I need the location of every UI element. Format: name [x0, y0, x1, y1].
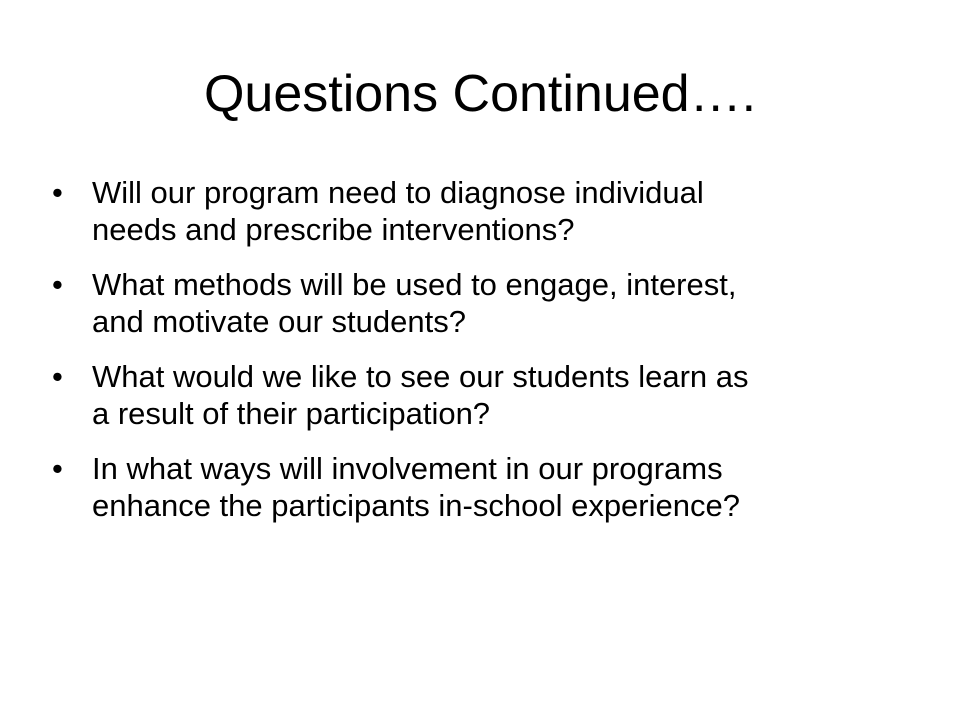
- slide-title: Questions Continued….: [203, 65, 757, 123]
- bullet-icon: •: [52, 175, 63, 210]
- bullet-icon: •: [52, 267, 63, 302]
- bullet-icon: •: [52, 451, 63, 486]
- bullet-text-1: Will our program need to diagnose individual needs and prescribe interventions?: [92, 175, 704, 247]
- bullet-list: [52, 174, 912, 542]
- bullet-item-1: [52, 174, 912, 248]
- bullet-item-3: [52, 358, 912, 432]
- bullet-text-3: What would we like to see our students learn as a result of their participation?: [92, 359, 749, 431]
- bullet-icon: •: [52, 359, 63, 394]
- bullet-text-2: What methods will be used to engage, interest, and motivate our students?: [92, 267, 737, 339]
- bullet-item-2: [52, 266, 912, 340]
- bullet-text-4: In what ways will involvement in our programs enhance the participants in-school experience?: [92, 451, 740, 523]
- bullet-item-4: [52, 450, 912, 524]
